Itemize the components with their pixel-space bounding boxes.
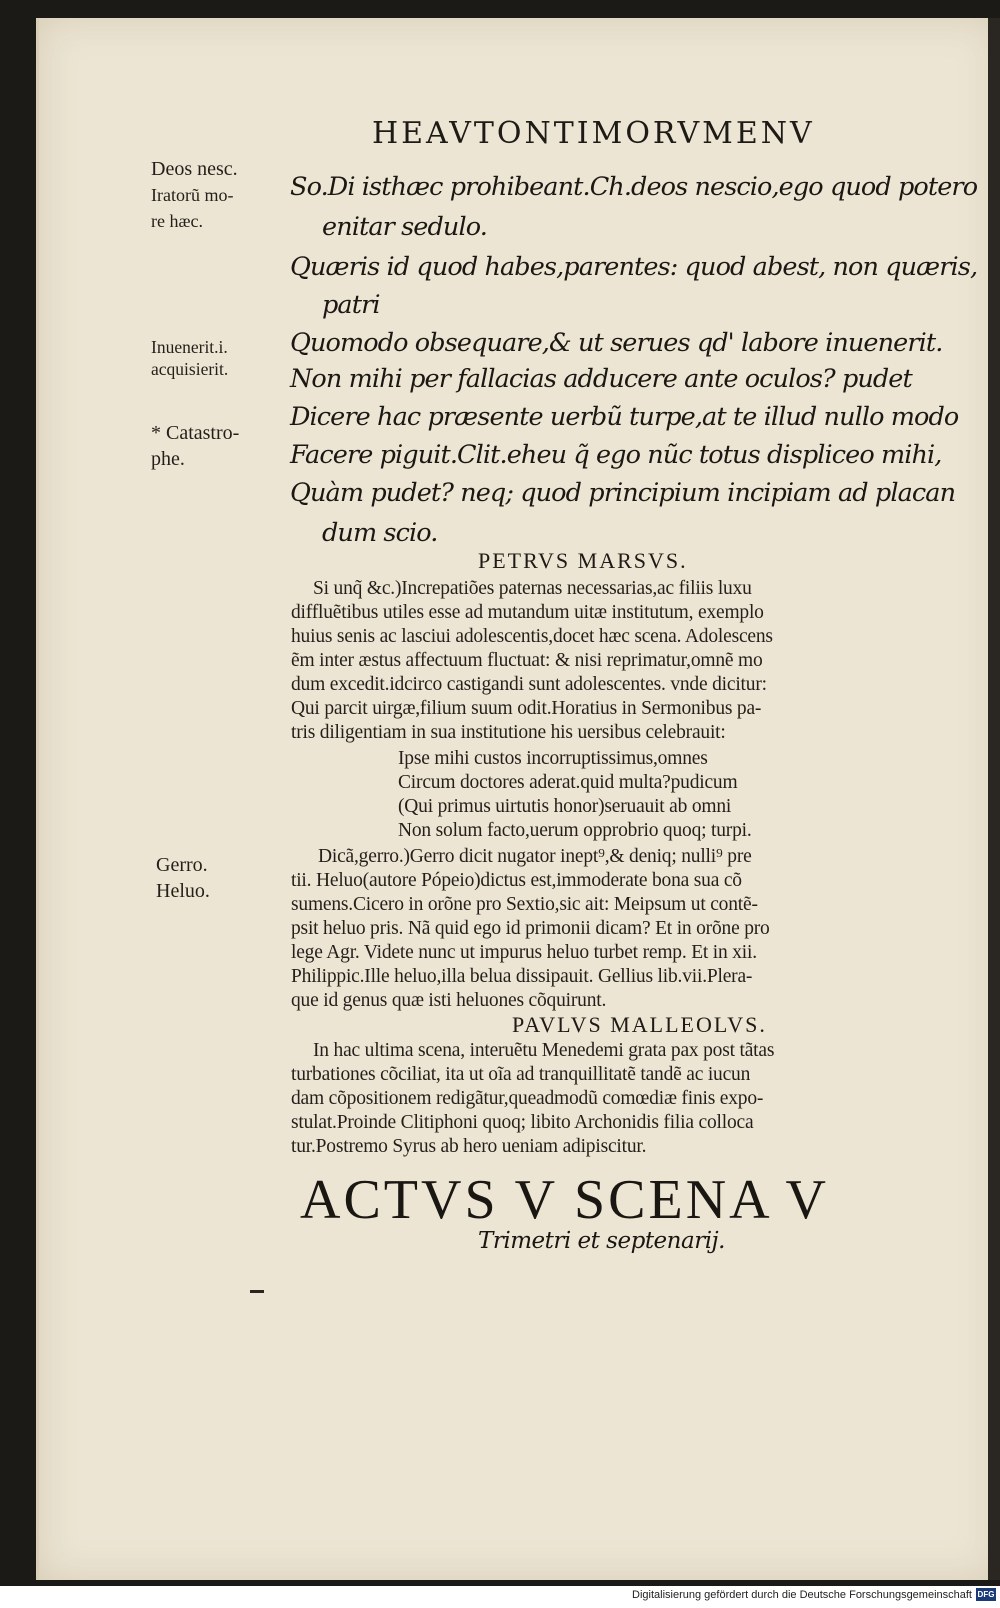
- commentary-line: tris diligentiam in sua institutione his uersibus celebrauit:: [291, 722, 726, 743]
- verse-line: So.Di isthæc prohibeant.Ch.deos nescio,ego quod potero: [290, 172, 978, 202]
- margin-gloss-deos: [151, 156, 286, 234]
- gloss-line: acquisierit.: [151, 359, 229, 379]
- commentary-line: Qui parcit uirgæ,filium suum odit.Horatius in Sermonibus pa-: [291, 698, 762, 719]
- commentary-line: diffluẽtibus utiles esse ad mutandum uitæ institutum, exemplo: [291, 602, 764, 623]
- commentary-line: psit heluo pris. Nã quid ego id primonii dicam? Et in orõne pro: [291, 918, 770, 939]
- verse-line: Dicere hac præsente uerbũ turpe,at te illud nullo modo: [290, 402, 959, 432]
- margin-gloss-inuenerit: [151, 336, 286, 380]
- verse-line: patri: [322, 290, 380, 320]
- horace-quote-line: Non solum facto,uerum opprobrio quoq; turpi.: [398, 820, 752, 841]
- verse-line: Facere piguit.Clit.eheu q̃ ego nũc totus displiceo mihi,: [290, 440, 942, 470]
- gloss-line: re hæc.: [151, 211, 203, 231]
- commentary-line: que id genus quæ isti heluones cõquirunt.: [291, 990, 607, 1011]
- commentary-line: tii. Heluo(autore Pópeio)dictus est,immoderate bona sua cõ: [291, 870, 742, 891]
- verse-line: Quomodo obsequare,& ut serues qd' labore inuenerit.: [290, 328, 943, 358]
- catchword-dash: [250, 1290, 264, 1293]
- act-subheading: Trimetri et septenarij.: [478, 1228, 725, 1254]
- gloss-line: Inuenerit.i.: [151, 337, 228, 357]
- running-head: HEAVTONTIMORVMENV: [372, 116, 815, 151]
- commentary-line: ẽm inter æstus affectuum fluctuat: & nisi reprimatur,omnẽ mo: [291, 650, 763, 671]
- verse-line: enitar sedulo.: [322, 212, 487, 242]
- gloss-line: Deos nesc.: [151, 158, 238, 180]
- commentary-line: Philippic.Ille heluo,illa belua dissipauit. Gellius lib.vii.Plera-: [291, 966, 753, 987]
- commentary-line: Dicã,gerro.)Gerro dicit nugator inept⁹,& deniq; nulli⁹ pre: [318, 846, 752, 867]
- commentary-line: sumens.Cicero in orõne pro Sextio,sic ait: Meipsum ut contẽ-: [291, 894, 758, 915]
- dfg-logo: DFG: [977, 1590, 995, 1599]
- gloss-line: phe.: [151, 448, 185, 470]
- act-heading: ACTVS V SCENA V: [300, 1169, 829, 1231]
- gloss-line: Heluo.: [156, 880, 210, 902]
- commentary-line: In hac ultima scena, interuẽtu Menedemi grata pax post tãtas: [313, 1040, 775, 1061]
- commentary-line: turbationes cõciliat, ita ut oĩa ad tranquillitatẽ tandẽ ac iucun: [291, 1064, 751, 1085]
- verse-line: Quæris id quod habes,parentes: quod abest, non quæris,: [290, 252, 978, 282]
- commentary-line: dam cõpositionem redigãtur,queadmodũ comœdiæ finis expo-: [291, 1088, 764, 1109]
- gloss-line: Gerro.: [156, 854, 208, 876]
- verse-line: Non mihi per fallacias adducere ante oculos? pudet: [290, 364, 912, 394]
- horace-quote-line: Ipse mihi custos incorruptissimus,omnes: [398, 748, 708, 769]
- commentary-line: Si unq̃ &c.)Increpatiões paternas necessarias,ac filiis luxu: [313, 578, 752, 599]
- horace-quote-line: Circum doctores aderat.quid multa?pudicum: [398, 772, 738, 793]
- commentary-line: lege Agr. Videte nunc ut impurus heluo turbet remp. Et in xii.: [291, 942, 757, 963]
- gloss-line: * Catastro-: [151, 422, 240, 444]
- verse-line: Quàm pudet? neq; quod principium incipiam ad placan: [290, 478, 956, 508]
- horace-quote-line: (Qui primus uirtutis honor)seruauit ab omni: [398, 796, 732, 817]
- commentary-line: tur.Postremo Syrus ab hero ueniam adipiscitur.: [291, 1136, 647, 1157]
- verse-line: dum scio.: [322, 518, 438, 548]
- commentary-heading-marsus: PETRVS MARSVS.: [478, 548, 688, 573]
- commentary-line: stulat.Proinde Clitiphoni quoq; libito Archonidis filia colloca: [291, 1112, 754, 1133]
- margin-gloss-gerro: [156, 852, 291, 904]
- digitization-credit: Digitalisierung gefördert durch die Deutsche Forschungsgemeinschaft: [632, 1589, 972, 1601]
- gloss-line: Iratorũ mo-: [151, 185, 234, 205]
- commentary-line: huius senis ac lasciui adolescentis,docet hæc scena. Adolescens: [291, 626, 773, 647]
- commentary-heading-malleolus: PAVLVS MALLEOLVS.: [512, 1012, 767, 1037]
- margin-gloss-catastrophe: [151, 420, 286, 472]
- commentary-line: dum excedit.idcirco castigandi sunt adolescentes. vnde dicitur:: [291, 674, 767, 695]
